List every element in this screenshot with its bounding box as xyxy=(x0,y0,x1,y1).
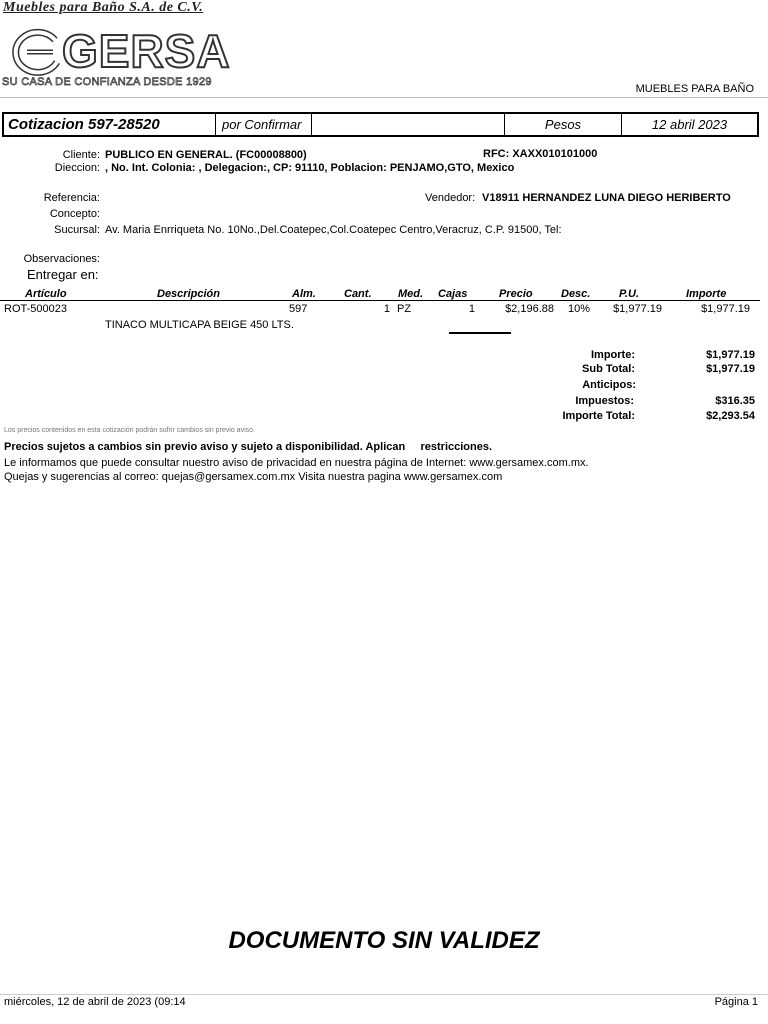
referencia-label: Referencia: xyxy=(43,192,100,204)
price-disclaimer: Precios sujetos a cambios sin previo aviso y sujeto a disponibilidad. Aplican restricciones. xyxy=(4,441,493,453)
quote-date: 12 abril 2023 xyxy=(651,117,728,132)
col-alm: Alm. xyxy=(292,288,316,300)
importe-value: $1,977.19 xyxy=(706,349,755,361)
fine-print: Los precios contenidos en esta cotización podrán sufrir cambios sin previo aviso. xyxy=(4,427,255,434)
subtotal-value: $1,977.19 xyxy=(706,363,755,375)
col-pu: P.U. xyxy=(619,288,639,300)
row-alm: 597 xyxy=(289,303,308,315)
logo-swirl-icon xyxy=(3,26,63,76)
importe-label: Importe: xyxy=(591,349,635,361)
row-descripcion: TINACO MULTICAPA BEIGE 450 LTS. xyxy=(105,319,294,331)
col-precio: Precio xyxy=(499,288,533,300)
sucursal-label: Sucursal: xyxy=(54,224,100,236)
direccion-value: , No. Int. Colonia: , Delegacion:, CP: 91110, Poblacion: PENJAMO,GTO, Mexico xyxy=(105,162,515,174)
quote-empty-cell xyxy=(312,114,505,135)
entregar-label: Entregar en: xyxy=(27,267,99,282)
subtotal-label: Sub Total: xyxy=(582,363,635,375)
header-divider xyxy=(0,97,768,98)
row-importe: $1,977.19 xyxy=(701,303,750,315)
logo-brand-name: GERSA xyxy=(62,25,231,77)
sucursal-value: Av. Maria Enrriqueta No. 10No.,Del.Coatepec,Col.Coatepec Centro,Veracruz, C.P. 91500, Tel: xyxy=(105,224,562,236)
cajas-underline xyxy=(449,332,511,334)
cliente-label: Cliente: xyxy=(62,149,100,161)
quote-currency: Pesos xyxy=(505,114,622,135)
footer-page-number: Página 1 xyxy=(714,996,758,1008)
col-desc: Desc. xyxy=(561,288,591,300)
company-line: MUEBLES PARA BAÑO xyxy=(635,83,754,95)
impuestos-label: Impuestos: xyxy=(575,395,634,407)
importe-total-value: $2,293.54 xyxy=(706,410,755,422)
quote-title-row xyxy=(2,112,759,137)
col-articulo: Artículo xyxy=(25,288,67,300)
vendedor-value: V18911 HERNANDEZ LUNA DIEGO HERIBERTO xyxy=(482,192,731,204)
vendedor-label: Vendedor: xyxy=(425,192,476,204)
row-med: PZ xyxy=(397,303,412,315)
col-cajas: Cajas xyxy=(438,288,468,300)
col-cant: Cant. xyxy=(344,288,372,300)
row-pu: $1,977.19 xyxy=(613,303,662,315)
cliente-value: PUBLICO EN GENERAL. (FC00008800) xyxy=(105,149,307,161)
quote-status: por Confirmar xyxy=(216,114,312,135)
footer-divider xyxy=(0,994,768,995)
complaints-note: Quejas y sugerencias al correo: quejas@gersamex.com.mx Visita nuestra pagina www.gersamex.com xyxy=(4,471,503,483)
row-cajas: 1 xyxy=(468,303,475,315)
col-med: Med. xyxy=(398,288,424,300)
footer-timestamp: miércoles, 12 de abril de 2023 (09:14 xyxy=(4,996,186,1008)
logo-company-legal-name: Muebles para Baño S.A. de C.V. xyxy=(3,0,204,15)
logo-slogan: SU CASA DE CONFIANZA DESDE 1929 xyxy=(2,76,212,88)
anticipos-label: Anticipos: xyxy=(582,379,636,391)
col-importe: Importe xyxy=(686,288,727,300)
quote-number: Cotizacion 597-28520 xyxy=(4,114,216,135)
impuestos-value: $316.35 xyxy=(715,395,755,407)
row-articulo: ROT-500023 xyxy=(4,303,67,315)
concepto-label: Concepto: xyxy=(49,208,100,220)
document-invalid-watermark: DOCUMENTO SIN VALIDEZ xyxy=(228,927,540,954)
rfc-value: RFC: XAXX010101000 xyxy=(483,148,598,160)
privacy-note: Le informamos que puede consultar nuestro aviso de privacidad en nuestra página de Internet: www.gersamex.com.mx. xyxy=(4,457,589,469)
row-desc: 10% xyxy=(568,303,591,315)
direccion-label: Dieccion: xyxy=(54,162,100,174)
importe-total-label: Importe Total: xyxy=(562,410,635,422)
col-descripcion: Descripción xyxy=(157,288,220,300)
row-precio: $2,196.88 xyxy=(505,303,554,315)
table-header-rule xyxy=(0,300,760,301)
observaciones-label: Observaciones: xyxy=(23,253,100,265)
row-cant: 1 xyxy=(383,303,390,315)
